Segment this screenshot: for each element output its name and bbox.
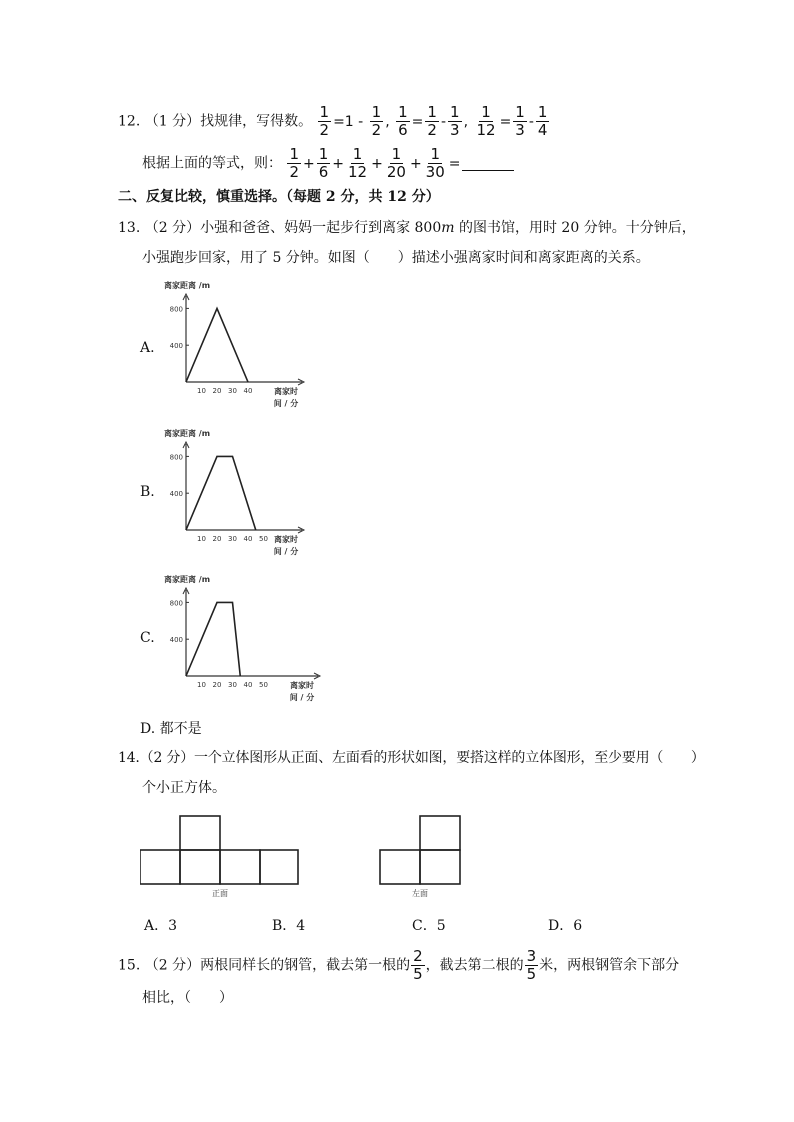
graph-a <box>160 276 310 412</box>
q15-score: （2 分） <box>144 957 201 974</box>
q13-line1: 13. （2 分）小强和爸爸、妈妈一起步行到离家 800m 的图书馆，用时 20 分钟。十分钟后， <box>118 220 696 236</box>
x-axis-label-line2: 间 / 分 <box>289 693 315 702</box>
y-tick-label: 800 <box>169 599 183 608</box>
fraction: $\frac{1}{2}$ <box>427 103 437 139</box>
graph-b <box>160 424 310 564</box>
y-tick-label: 400 <box>169 490 183 499</box>
fraction: $\frac{3}{5}$ <box>526 947 537 983</box>
x-tick-label: 40 <box>243 535 253 543</box>
q14-line1: 14.（2 分）一个立体图形从正面、左面看的形状如图，要搭这样的立体图形，至少要用（ ） <box>118 750 705 766</box>
x-tick-label: 20 <box>212 681 222 689</box>
q14-option-a[interactable]: A．3 <box>144 918 178 934</box>
x-tick-label: 30 <box>228 681 237 689</box>
series-line <box>186 602 240 676</box>
x-tick-label: 20 <box>212 535 222 543</box>
x-tick-label: 40 <box>243 387 253 395</box>
x-tick-label: 10 <box>197 681 206 689</box>
q14-option-b[interactable]: B．4 <box>272 918 306 934</box>
fraction: $\frac{1}{12}$ <box>348 145 368 181</box>
y-tick-label: 400 <box>169 636 183 645</box>
front-view-figure <box>140 814 302 900</box>
q14-line2: 个小正方体。 <box>142 780 226 796</box>
eq-minus: =1 - <box>333 113 364 130</box>
fraction: $\frac{1}{4}$ <box>537 103 548 139</box>
x-axis-label-line2: 间 / 分 <box>273 547 299 556</box>
x-tick-label: 10 <box>197 387 206 395</box>
x-tick-label: 50 <box>259 535 268 543</box>
option-d-label[interactable]: D. 都不是 <box>140 721 202 737</box>
option-a-label[interactable]: A. <box>140 340 155 356</box>
q15-line1: 15. （2 分）两根同样长的钢管，截去第一根的 $\frac{2}{5}$ ，截去第二根的 $\frac{3}{5}$ 米，两根钢管余下部分 <box>118 947 680 983</box>
q13-score: （2 分） <box>144 220 201 236</box>
left-view-label: 左面 <box>412 889 428 898</box>
x-tick-label: 20 <box>212 387 222 395</box>
fraction: $\frac{1}{2}$ <box>371 103 382 139</box>
graph-c <box>160 570 326 706</box>
q14-option-c[interactable]: C．5 <box>412 918 446 934</box>
fraction: $\frac{2}{5}$ <box>413 947 423 983</box>
fraction: $\frac{1}{30}$ <box>425 145 445 181</box>
q13-line2: 小强跑步回家，用了 5 分钟。如图（ ）描述小强离家时间和离家距离的关系。 <box>142 250 650 266</box>
section-heading: 二、反复比较，慎重选择。（每题 2 分，共 12 分） <box>118 189 440 205</box>
q12-score: （1 分） <box>144 113 201 130</box>
y-axis-label: 离家距离 /m <box>164 429 211 438</box>
x-axis-label-line1: 离家时 <box>274 535 298 544</box>
left-view-figure <box>378 814 462 900</box>
fraction: $\frac{1}{3}$ <box>450 103 460 139</box>
fraction: $\frac{1}{6}$ <box>318 145 329 181</box>
q14-option-d[interactable]: D．6 <box>548 918 583 934</box>
y-tick-label: 400 <box>169 342 183 351</box>
answer-blank[interactable] <box>462 156 514 171</box>
x-tick-label: 10 <box>197 535 206 543</box>
fraction: $\frac{1}{20}$ <box>386 145 406 181</box>
x-tick-label: 50 <box>259 681 268 689</box>
x-axis-label-line1: 离家时 <box>274 387 298 396</box>
q12-line2-prompt: 根据上面的等式，则： <box>142 155 282 172</box>
fraction: $\frac{1}{3}$ <box>515 103 525 139</box>
x-tick-label: 40 <box>243 681 253 689</box>
x-tick-label: 30 <box>228 387 237 395</box>
option-c-label[interactable]: C. <box>140 630 155 646</box>
y-axis-label: 离家距离 /m <box>164 281 211 290</box>
fraction: $\frac{1}{2}$ <box>289 145 299 181</box>
q15-number: 15. <box>118 957 141 974</box>
q12-line1: 12. （1 分）找规律，写得数。 $\frac{1}{2}$ =1 - $\frac{1}{2}$ , $\frac{1}{6}$ = $\frac{1}{2}$ - $\frac{1}{3}$ , $\frac{1}{12}$ = $\frac{1}{3}$ - $\frac{1}{4}$ <box>118 103 548 139</box>
series-line <box>186 456 256 530</box>
x-tick-label: 30 <box>228 535 237 543</box>
x-axis-label-line2: 间 / 分 <box>273 399 299 408</box>
fraction: $\frac{1}{6}$ <box>398 103 408 139</box>
q12-line2: 根据上面的等式，则： $\frac{1}{2}$ + $\frac{1}{6}$ + $\frac{1}{12}$ + $\frac{1}{20}$ + $\frac{1}{30}$ = <box>142 146 514 181</box>
option-b-label[interactable]: B. <box>140 484 155 500</box>
q12-number: 12. <box>118 113 141 130</box>
q13-number: 13. <box>118 220 141 236</box>
fraction: $\frac{1}{2}$ <box>319 103 330 139</box>
series-line <box>186 308 248 382</box>
y-tick-label: 800 <box>169 453 183 462</box>
y-tick-label: 800 <box>169 305 183 314</box>
q12-prompt: 找规律，写得数。 <box>200 113 313 130</box>
x-axis-label-line1: 离家时 <box>290 681 314 690</box>
fraction: $\frac{1}{12}$ <box>476 103 496 139</box>
front-view-label: 正面 <box>212 889 228 898</box>
y-axis-label: 离家距离 /m <box>164 575 211 584</box>
q15-line2: 相比，（ ） <box>142 990 233 1006</box>
